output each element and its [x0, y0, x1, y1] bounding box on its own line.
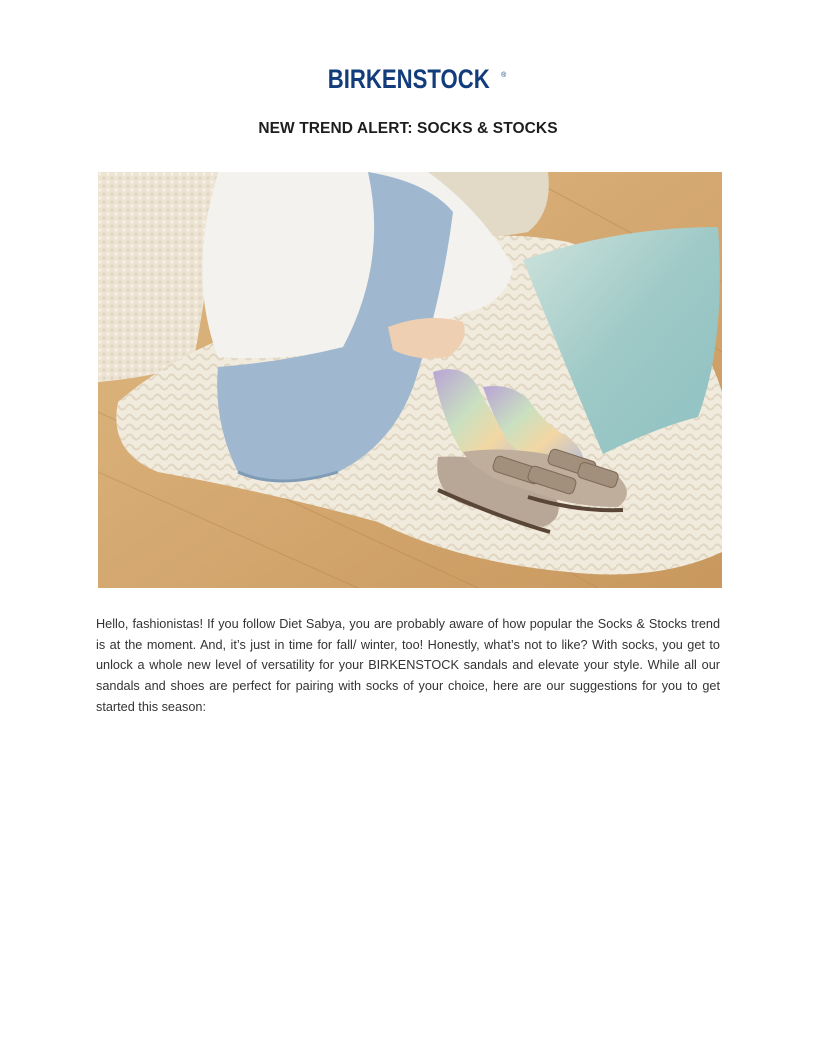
brand-logo [0, 62, 816, 96]
hero-photo [98, 172, 722, 588]
brand-logo-text: BIRKENSTOCK [327, 64, 490, 94]
photo-socks-and-sandals-icon [98, 172, 722, 588]
page-title: NEW TREND ALERT: SOCKS & STOCKS [258, 120, 558, 137]
intro-paragraph: Hello, fashionistas! If you follow Diet Sabya, you are probably aware of how popular the Socks & Stocks trend is at the moment. And, it’s just in time for fall/ winter, too! Honestly, what’s not to like? With socks, you get to unlock a whole new level of versatility for your BIRKENSTOCK sandals and elevate your style. While all our sandals and shoes are perfect for pairing with socks of your choice, here are our suggestions for you to get started this season: [96, 617, 720, 714]
registered-mark-icon: ® [501, 72, 507, 79]
